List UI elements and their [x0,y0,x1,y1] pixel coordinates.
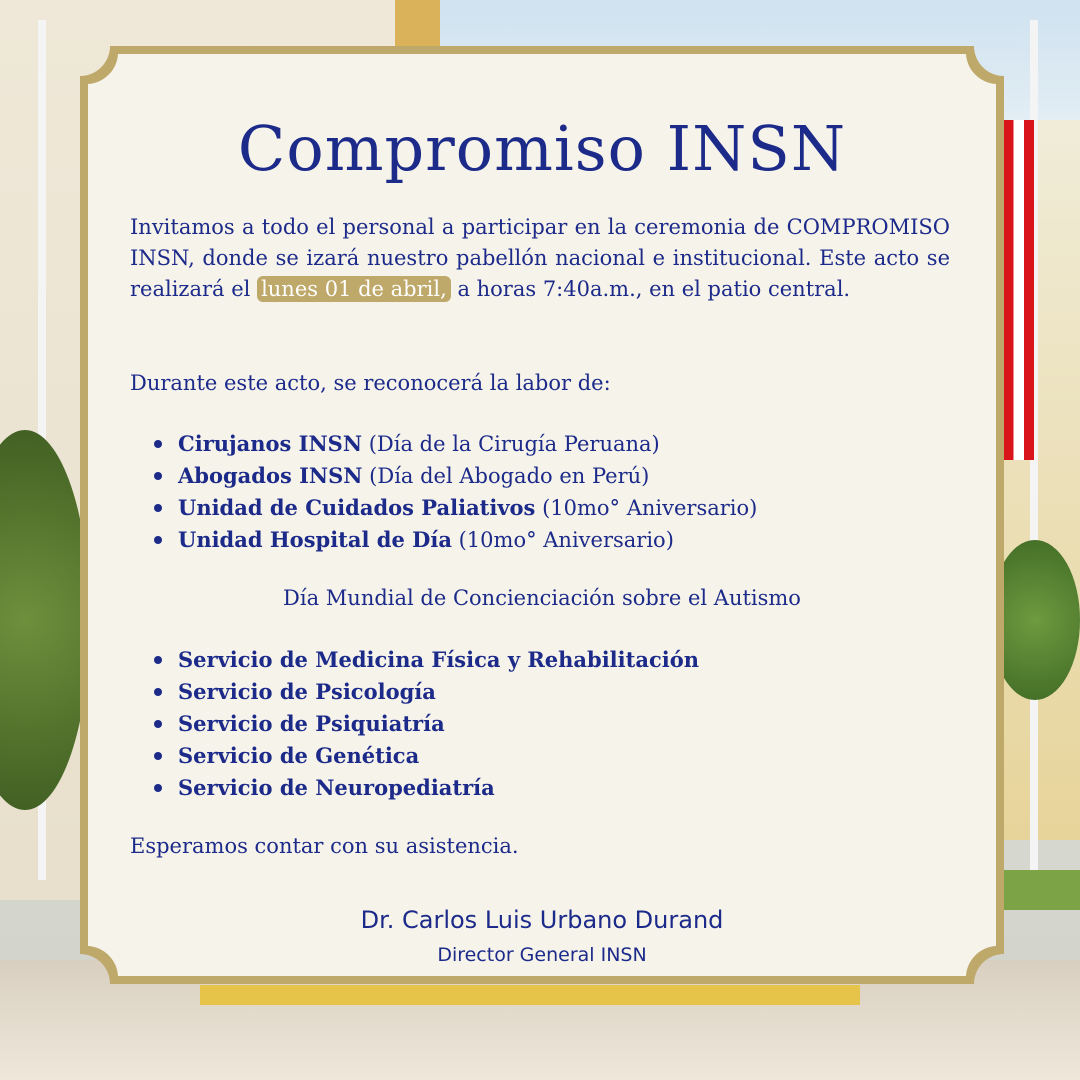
peru-flag [1000,120,1034,460]
list-item: Servicio de Genética [150,740,699,772]
date-highlight: lunes 01 de abril, [257,276,451,302]
grass [1000,870,1080,910]
autism-day-line: Día Mundial de Concienciación sobre el Autismo [283,586,801,610]
bullet-icon [154,536,162,544]
intro-paragraph [130,212,950,305]
bullet-icon [154,472,162,480]
recognition-list [150,428,757,556]
list-item: Cirujanos INSN (Día de la Cirugía Peruana) [150,428,757,460]
bullet-icon [154,752,162,760]
list-item: Servicio de Psicología [150,676,699,708]
page-title: Compromiso INSN [237,112,847,185]
recognition-intro: Durante este acto, se reconocerá la labor de: [130,371,611,395]
intro-text: Invitamos a todo el personal a participar en la ceremonia de COMPROMISO INSN, donde se izará nuestro pabellón nacional e institucional. Este acto se realizará el [130,215,950,301]
signature-role: Director General INSN [437,944,647,966]
list-item: Servicio de Neuropediatría [150,772,699,804]
closing-line: Esperamos contar con su asistencia. [130,834,519,858]
list-item: Abogados INSN (Día del Abogado en Perú) [150,460,757,492]
list-item: Unidad de Cuidados Paliativos (10mo° Aniversario) [150,492,757,524]
list-item: Unidad Hospital de Día (10mo° Aniversario) [150,524,757,556]
intro-text-end: a horas 7:40a.m., en el patio central. [450,277,851,301]
signature-name: Dr. Carlos Luis Urbano Durand [360,906,724,934]
services-list [150,644,699,804]
list-item: Servicio de Medicina Física y Rehabilitación [150,644,699,676]
bullet-icon [154,784,162,792]
announcement-card [80,46,1004,984]
bullet-icon [154,504,162,512]
bullet-icon [154,720,162,728]
bullet-icon [154,688,162,696]
bullet-icon [154,440,162,448]
bullet-icon [154,656,162,664]
list-item: Servicio de Psiquiatría [150,708,699,740]
curb [200,985,860,1005]
